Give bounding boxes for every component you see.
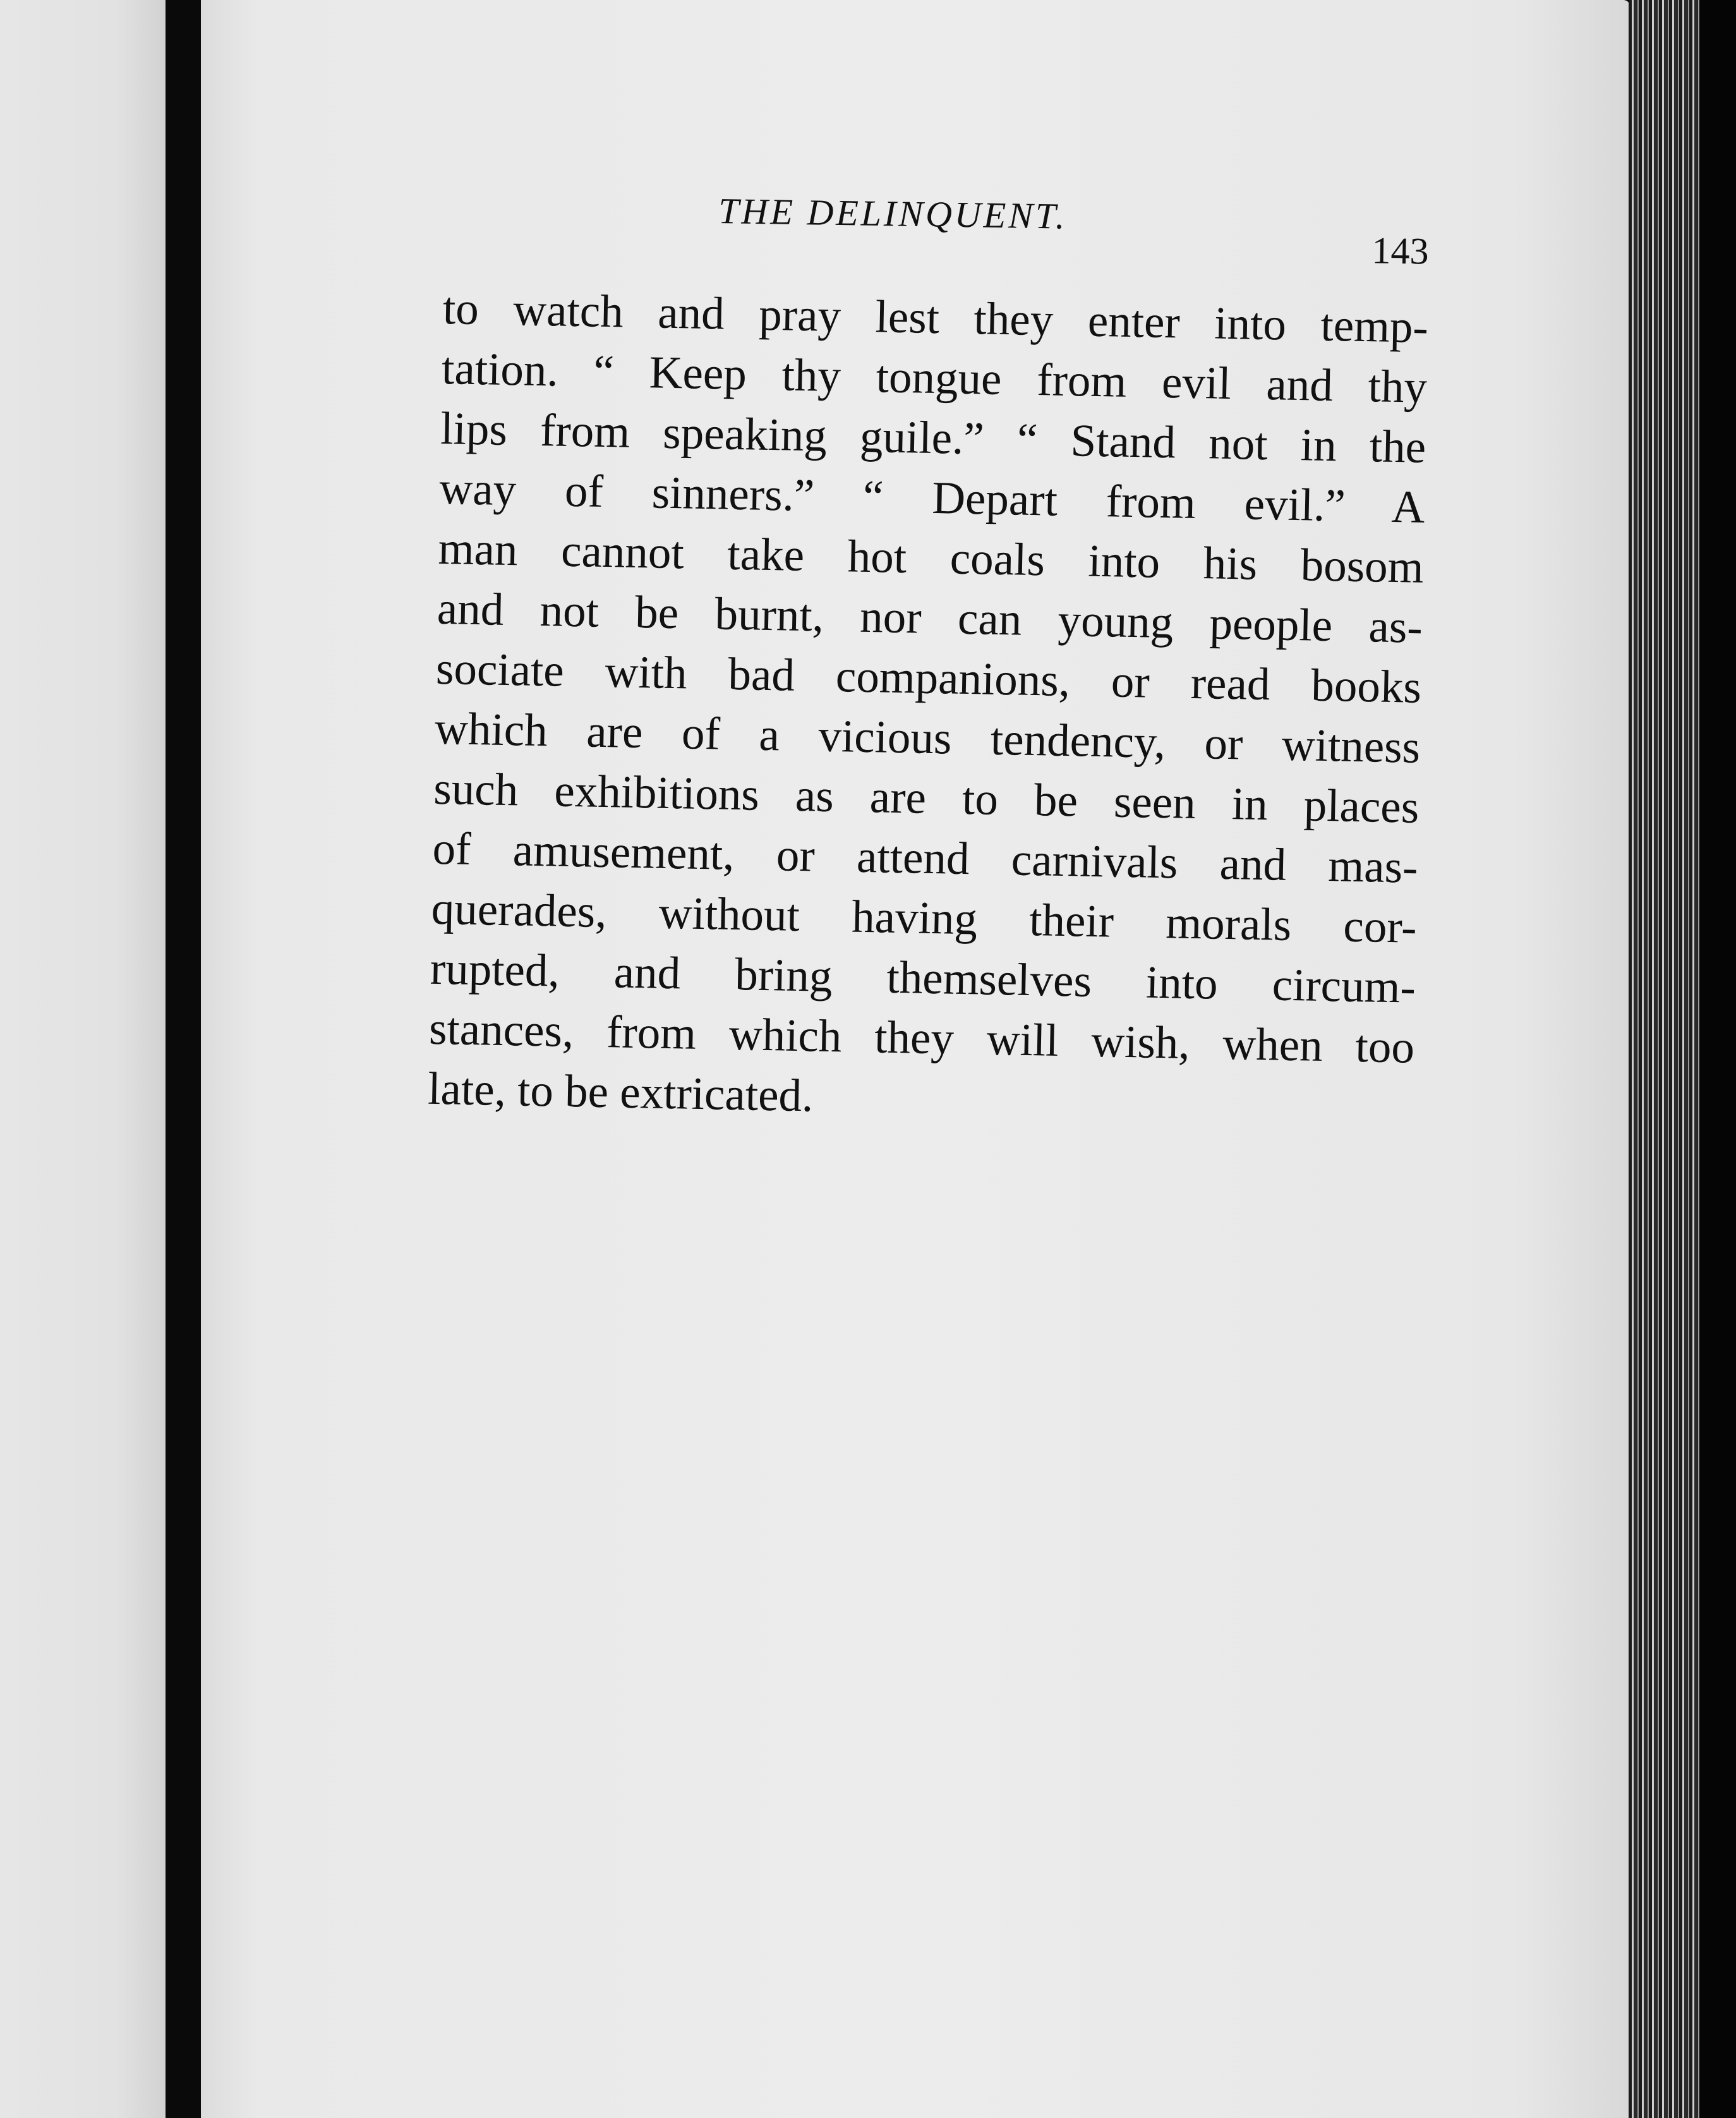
text-line: man cannot take hot coals into his bosom [438, 522, 1425, 593]
text-line: stances, from which they will wish, when too [428, 1002, 1415, 1073]
text-line: lips from speaking guile.” “ Stand not in the [440, 402, 1426, 473]
book-gutter [166, 0, 202, 2118]
page-number: 143 [1371, 229, 1430, 272]
text-line: rupted, and bring themselves into circum- [430, 942, 1416, 1013]
left-page [0, 0, 166, 2118]
text-line: and not be burnt, nor can young people as- [437, 582, 1423, 653]
text-line: to watch and pray lest they enter into temp- [442, 282, 1429, 353]
running-title: THE DELINQUENT. [718, 190, 1068, 237]
body-text [427, 278, 1428, 1137]
page-edges-shadow [1699, 0, 1736, 2118]
text-line: querades, without having their morals cor- [431, 882, 1418, 953]
text-line: tation. “ Keep thy tongue from evil and thy [441, 342, 1428, 413]
text-line: which are of a vicious tendency, or witness [434, 702, 1421, 773]
text-line: late, to be extricated. [427, 1062, 814, 1122]
text-line: way of sinners.” “ Depart from evil.” A [438, 462, 1426, 533]
text-line: sociate with bad companions, or read books [435, 642, 1422, 713]
text-line: such exhibitions as are to be seen in places [433, 762, 1420, 833]
text-line: of amusement, or attend carnivals and mas- [431, 822, 1419, 893]
